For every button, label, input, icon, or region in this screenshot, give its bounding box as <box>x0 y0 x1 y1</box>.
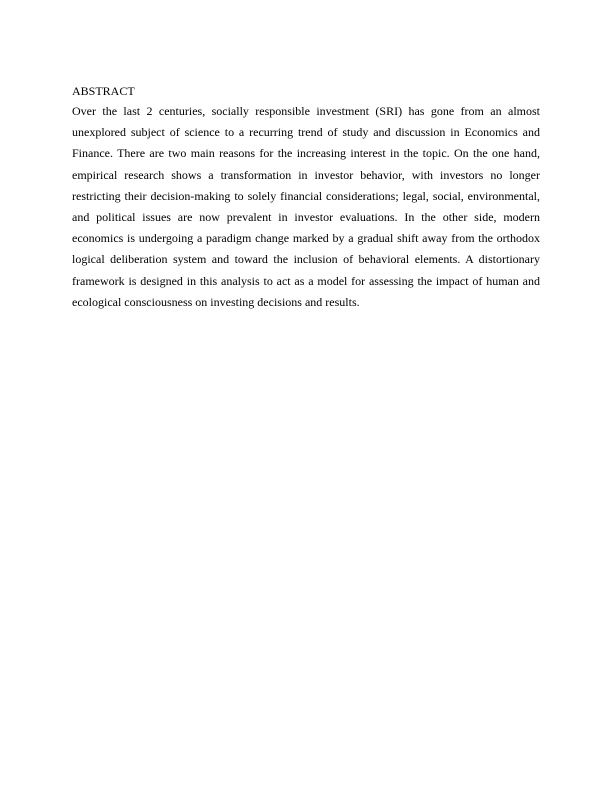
abstract-paragraph: Over the last 2 centuries, socially responsible investment (SRI) has gone from an almost unexplored subject of science to a recurring trend of study and discussion in Economics and Finance. There are two main reasons for the increasing interest in the topic. On the one hand, empirical research shows a transformation in investor behavior, with investors no longer restricting their decision-making to solely financial considerations; legal, social, environmental, and political issues are now prevalent in investor evaluations. In the other side, modern economics is undergoing a paradigm change marked by a gradual shift away from the orthodox logical deliberation system and toward the inclusion of behavioral elements. A distortionary framework is designed in this analysis to act as a model for assessing the impact of human and ecological consciousness on investing decisions and results. <box>72 104 540 309</box>
document-page <box>72 84 540 313</box>
abstract-heading: ABSTRACT <box>72 84 135 98</box>
